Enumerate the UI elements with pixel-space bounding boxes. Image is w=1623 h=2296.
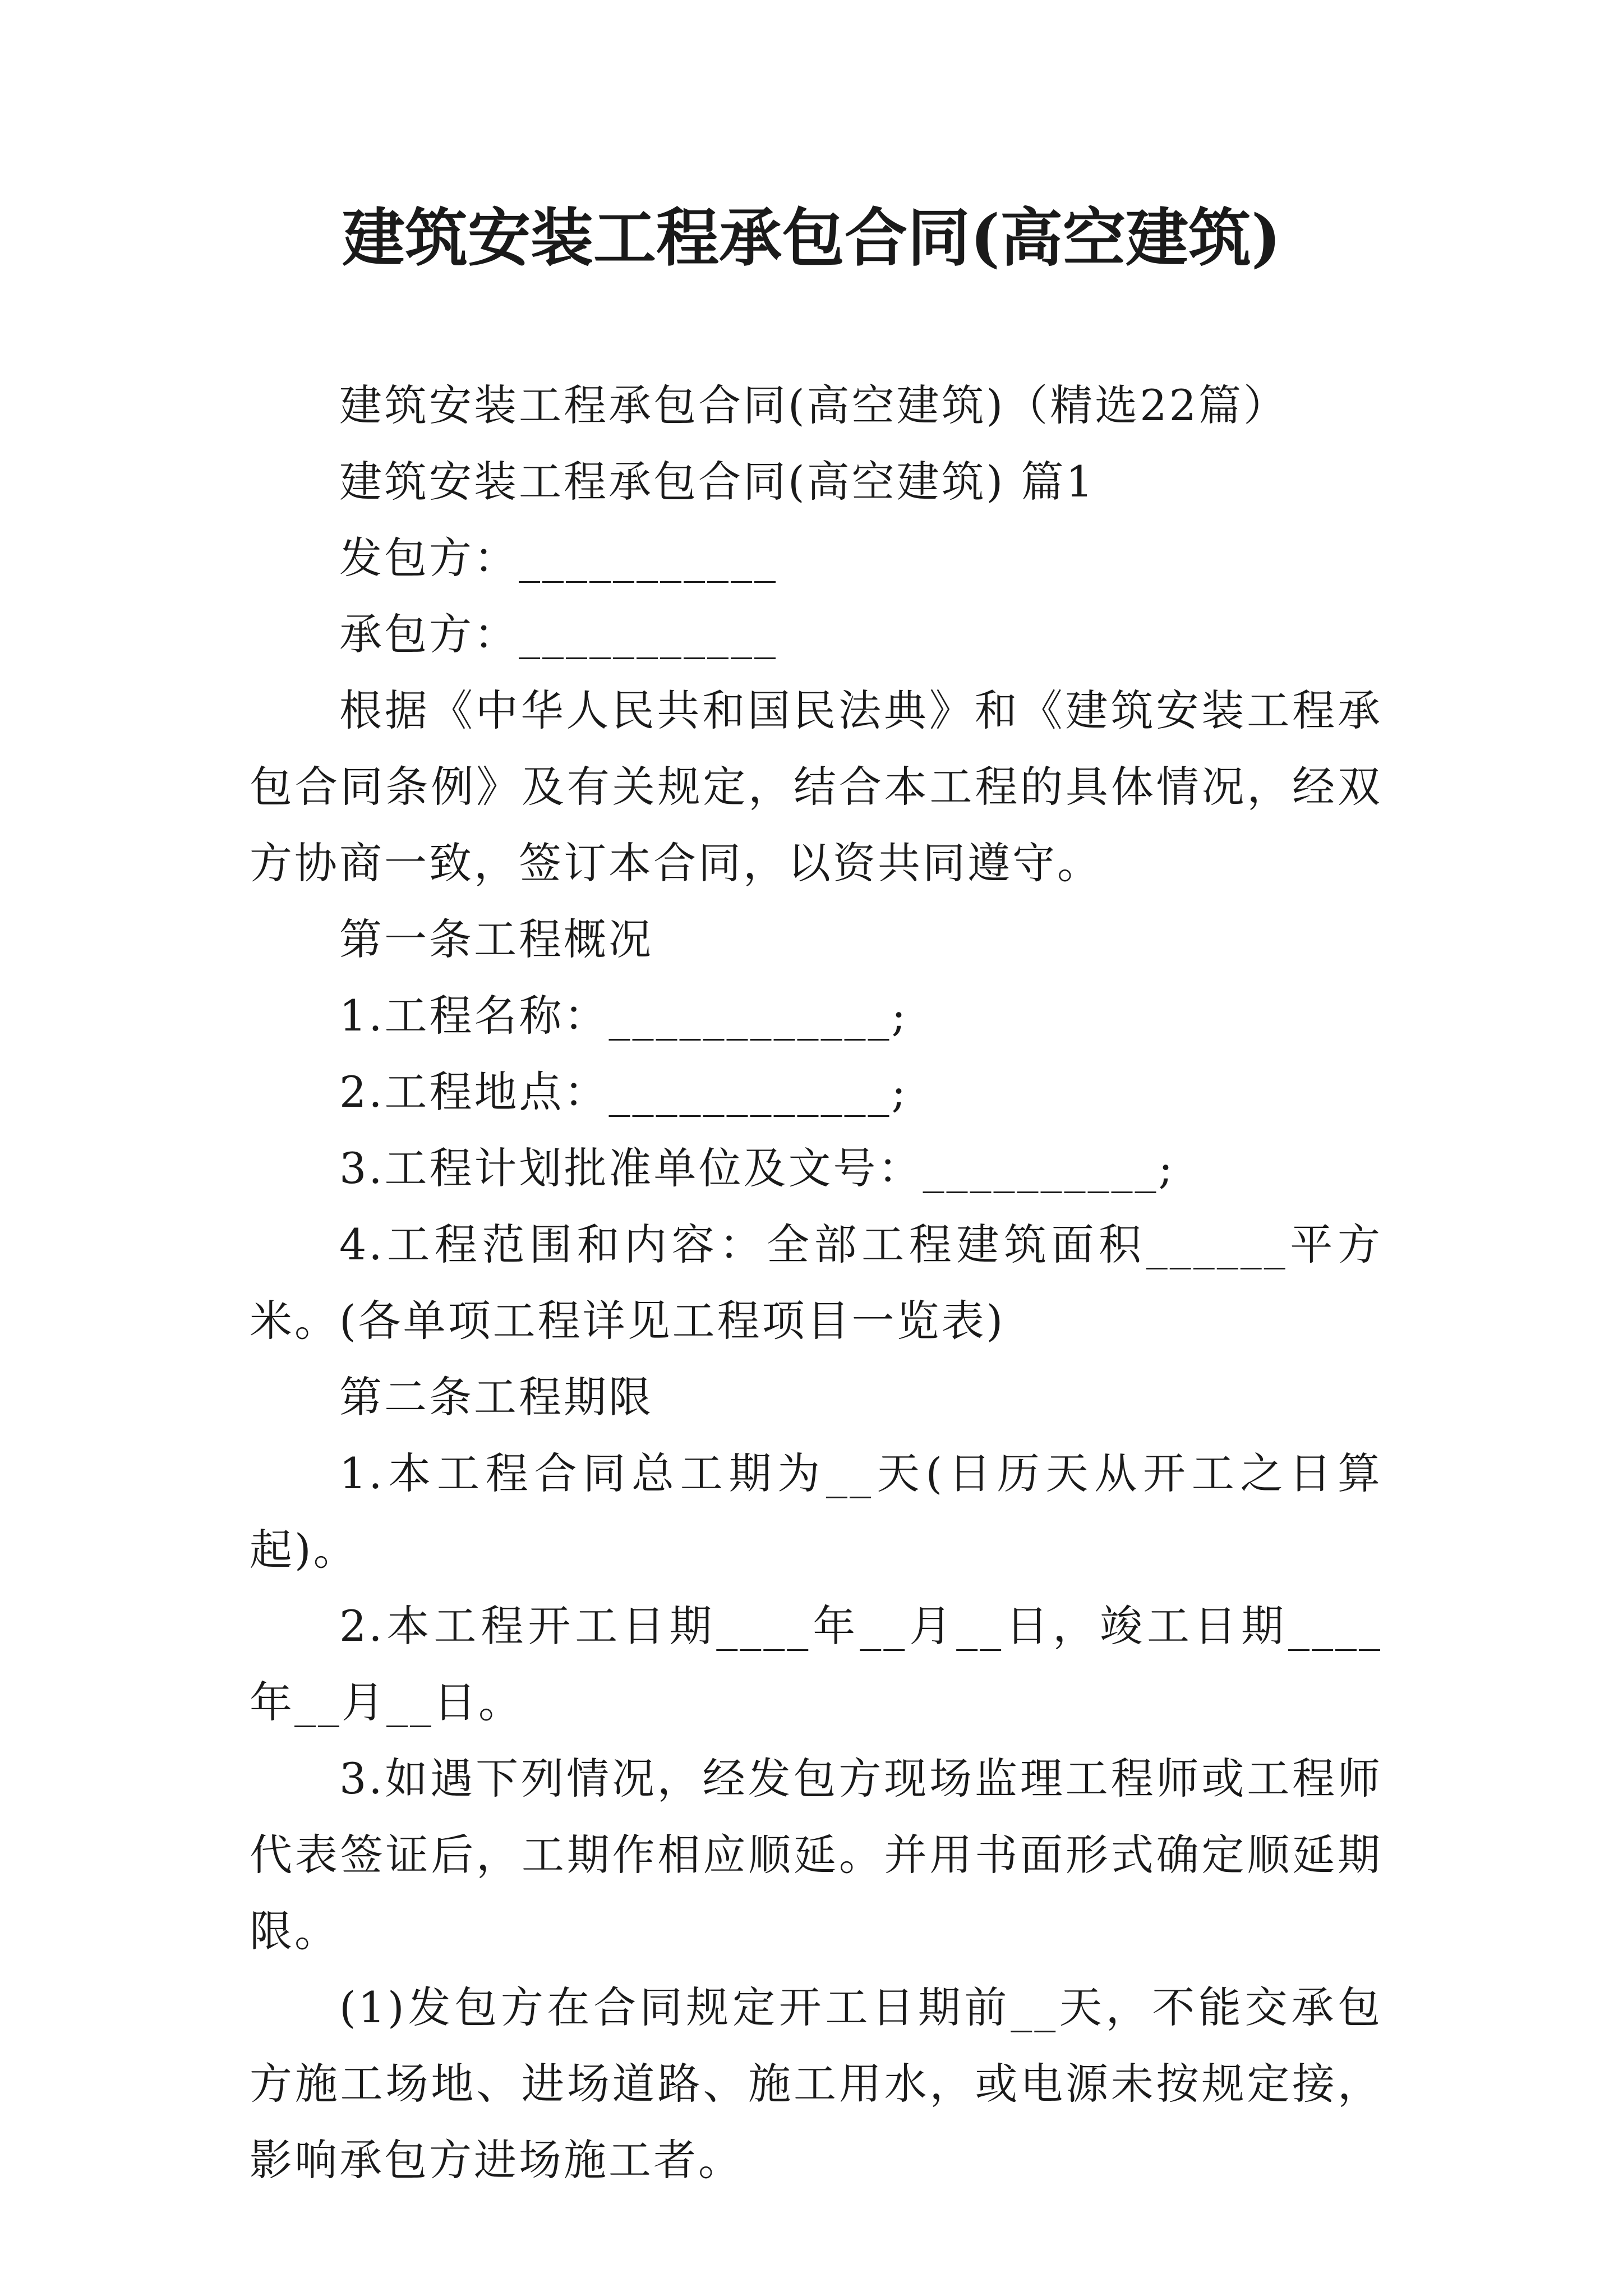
paragraph-duration: 1.本工程合同总工期为__天(日历天从开工之日算起)。 [250, 1448, 1382, 1575]
paragraph-preamble: 根据《中华人民共和国民法典》和《建筑安装工程承包合同条例》及有关规定，结合本工程的具体情况，经双方协商一致，签订本合同，以资共同遵守。 [250, 685, 1382, 888]
paragraph-section-heading: 建筑安装工程承包合同(高空建筑) 篇1 [339, 457, 1095, 507]
paragraph-project-location: 2.工程地点：____________; [339, 1067, 909, 1117]
paragraph-project-name: 1.工程名称：____________; [339, 991, 909, 1041]
document-body [250, 367, 1382, 2198]
paragraph-approval-unit: 3.工程计划批准单位及文号：__________; [339, 1143, 1175, 1193]
paragraph-employer: 发包方：___________ [339, 533, 778, 583]
paragraph-subtitle: 建筑安装工程承包合同(高空建筑)（精选22篇） [339, 380, 1289, 430]
paragraph-article-1: 第一条工程概况 [339, 914, 653, 964]
paragraph-extension: 3.如遇下列情况，经发包方现场监理工程师或工程师代表签证后，工期作相应顺延。并用书面形式确定顺延期限。 [250, 1754, 1382, 1956]
document-title: 建筑安装工程承包合同(高空建筑) [342, 201, 1281, 275]
paragraph-extension-case-1: (1)发包方在合同规定开工日期前__天，不能交承包方施工场地、进场道路、施工用水，或电源未按规定接，影响承包方进场施工者。 [250, 1982, 1382, 2185]
paragraph-scope: 4.工程范围和内容：全部工程建筑面积______平方米。(各单项工程详见工程项目一览表) [250, 1220, 1382, 1346]
paragraph-dates: 2.本工程开工日期____年__月__日，竣工日期____年__月__日。 [250, 1601, 1382, 1727]
paragraph-contractor: 承包方：___________ [339, 609, 778, 659]
paragraph-article-2: 第二条工程期限 [339, 1372, 653, 1422]
